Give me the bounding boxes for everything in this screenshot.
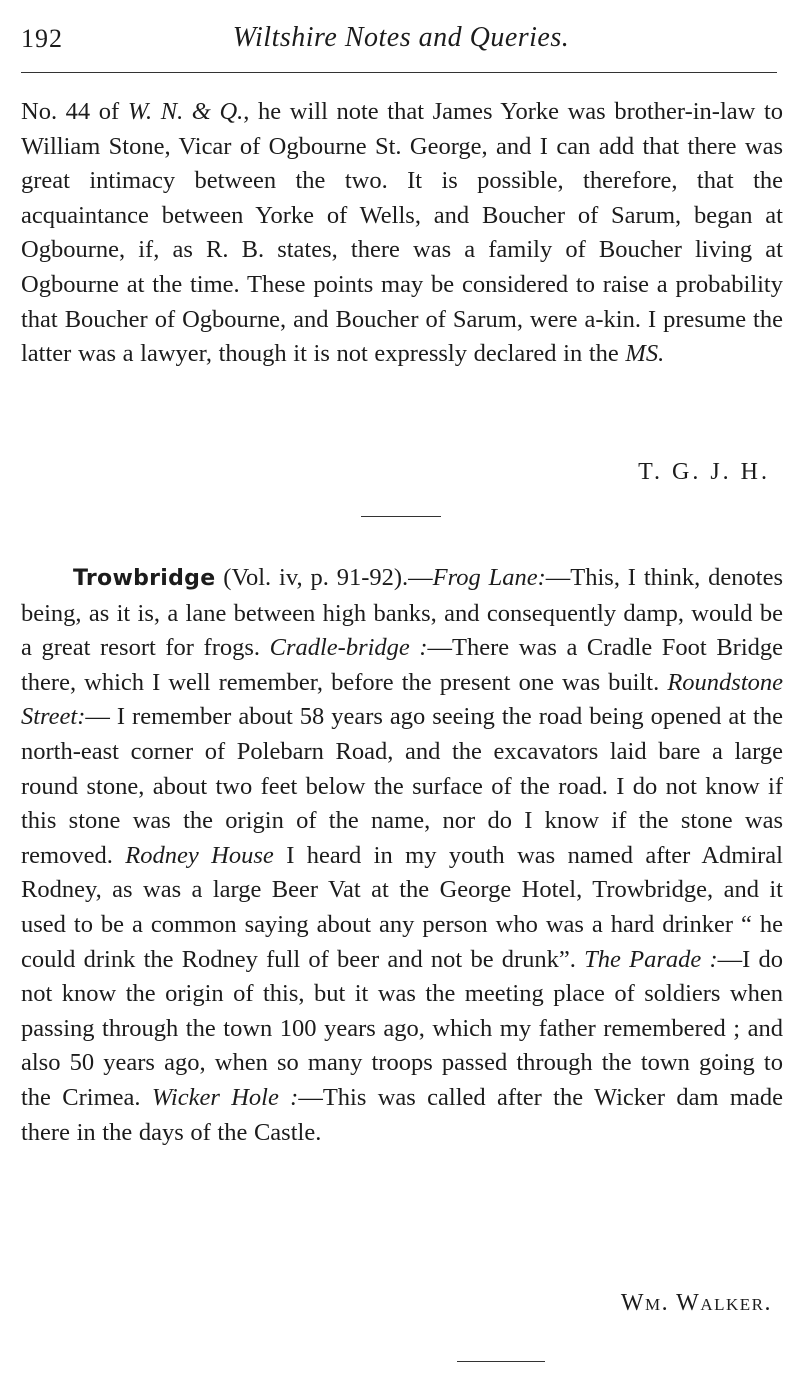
end-divider	[457, 1361, 545, 1362]
article-2-text: —This was called after the Wicker dam made there in the days of the Castle.	[21, 1083, 783, 1146]
term-rodney-house: Rodney House	[125, 841, 274, 869]
ms-abbrev: MS.	[625, 340, 665, 368]
article-2-body	[21, 561, 783, 1150]
page-header	[21, 16, 781, 56]
term-roundstone-street: Roundstone Street:	[21, 668, 783, 731]
journal-abbrev: W. N. & Q.	[127, 98, 244, 125]
running-title: Wiltshire Notes and Queries.	[232, 22, 570, 53]
article-1-text: No. 44 of	[21, 98, 128, 125]
page-number: 192	[21, 24, 63, 53]
article-2-ref: (Vol. iv, p. 91-92).—	[215, 564, 433, 591]
article-2-text: —I do not know the origin of this, but it was the meeting place of soldiers when passing through the town 100 years ago, which my father remembered ; and also 50 years ago, when so many troops passed through the town going to the Crimea.	[21, 945, 783, 1111]
article-1-text: , he will note that James Yorke was brother-in-law to William Stone, Vicar of Ogbourne St. George, and I can add that there was great intimacy between the two. It is possible, therefore, that the acquaintance between Yorke of Wells, and Boucher of Sarum, began at Ogbourne, if, as R. B. states, there was a family of Boucher living at Ogbourne at the time. These points may be considered to raise a probability that Boucher of Ogbourne, and Boucher of Sarum, were a-kin. I presume the latter was a lawyer, though it is not expressly declared in the	[21, 98, 783, 368]
article-2-text: —There was a Cradle Foot Bridge there, which I well remember, before the present one was built.	[21, 634, 783, 696]
term-the-parade: The Parade :	[584, 945, 718, 973]
article-1-signature: T. G. J. H.	[638, 459, 770, 485]
article-2-text: —This, I think, denotes being, as it is, a lane between high banks, and consequently damp, would be a great resort for frogs.	[21, 564, 784, 662]
article-2-text: I heard in my youth was named after Admiral Rodney, as was a large Beer Vat at the George Hotel, Trowbridge, and it used to be a common saying about any person who was a hard drinker “ he could drink the Rodney full of beer and not be drunk”.	[21, 841, 783, 973]
article-2-heading: Trowbridge	[73, 566, 216, 591]
article-2-text: — I remember about 58 years ago seeing the road being opened at the north-east corner of Polebarn Road, and the excavators laid bare a large round stone, about two feet below the surface of the road. I do not know if this stone was the origin of the name, nor do I know if the stone was removed.	[21, 703, 783, 869]
header-rule	[21, 72, 777, 73]
article-1-body	[21, 95, 783, 372]
term-wicker-hole: Wicker Hole :	[151, 1083, 299, 1111]
section-divider	[361, 516, 441, 517]
term-frog-lane: Frog Lane:	[432, 564, 546, 591]
article-2-signature: Wm. Walker.	[620, 1290, 772, 1316]
term-cradle-bridge: Cradle-bridge :	[269, 634, 428, 662]
